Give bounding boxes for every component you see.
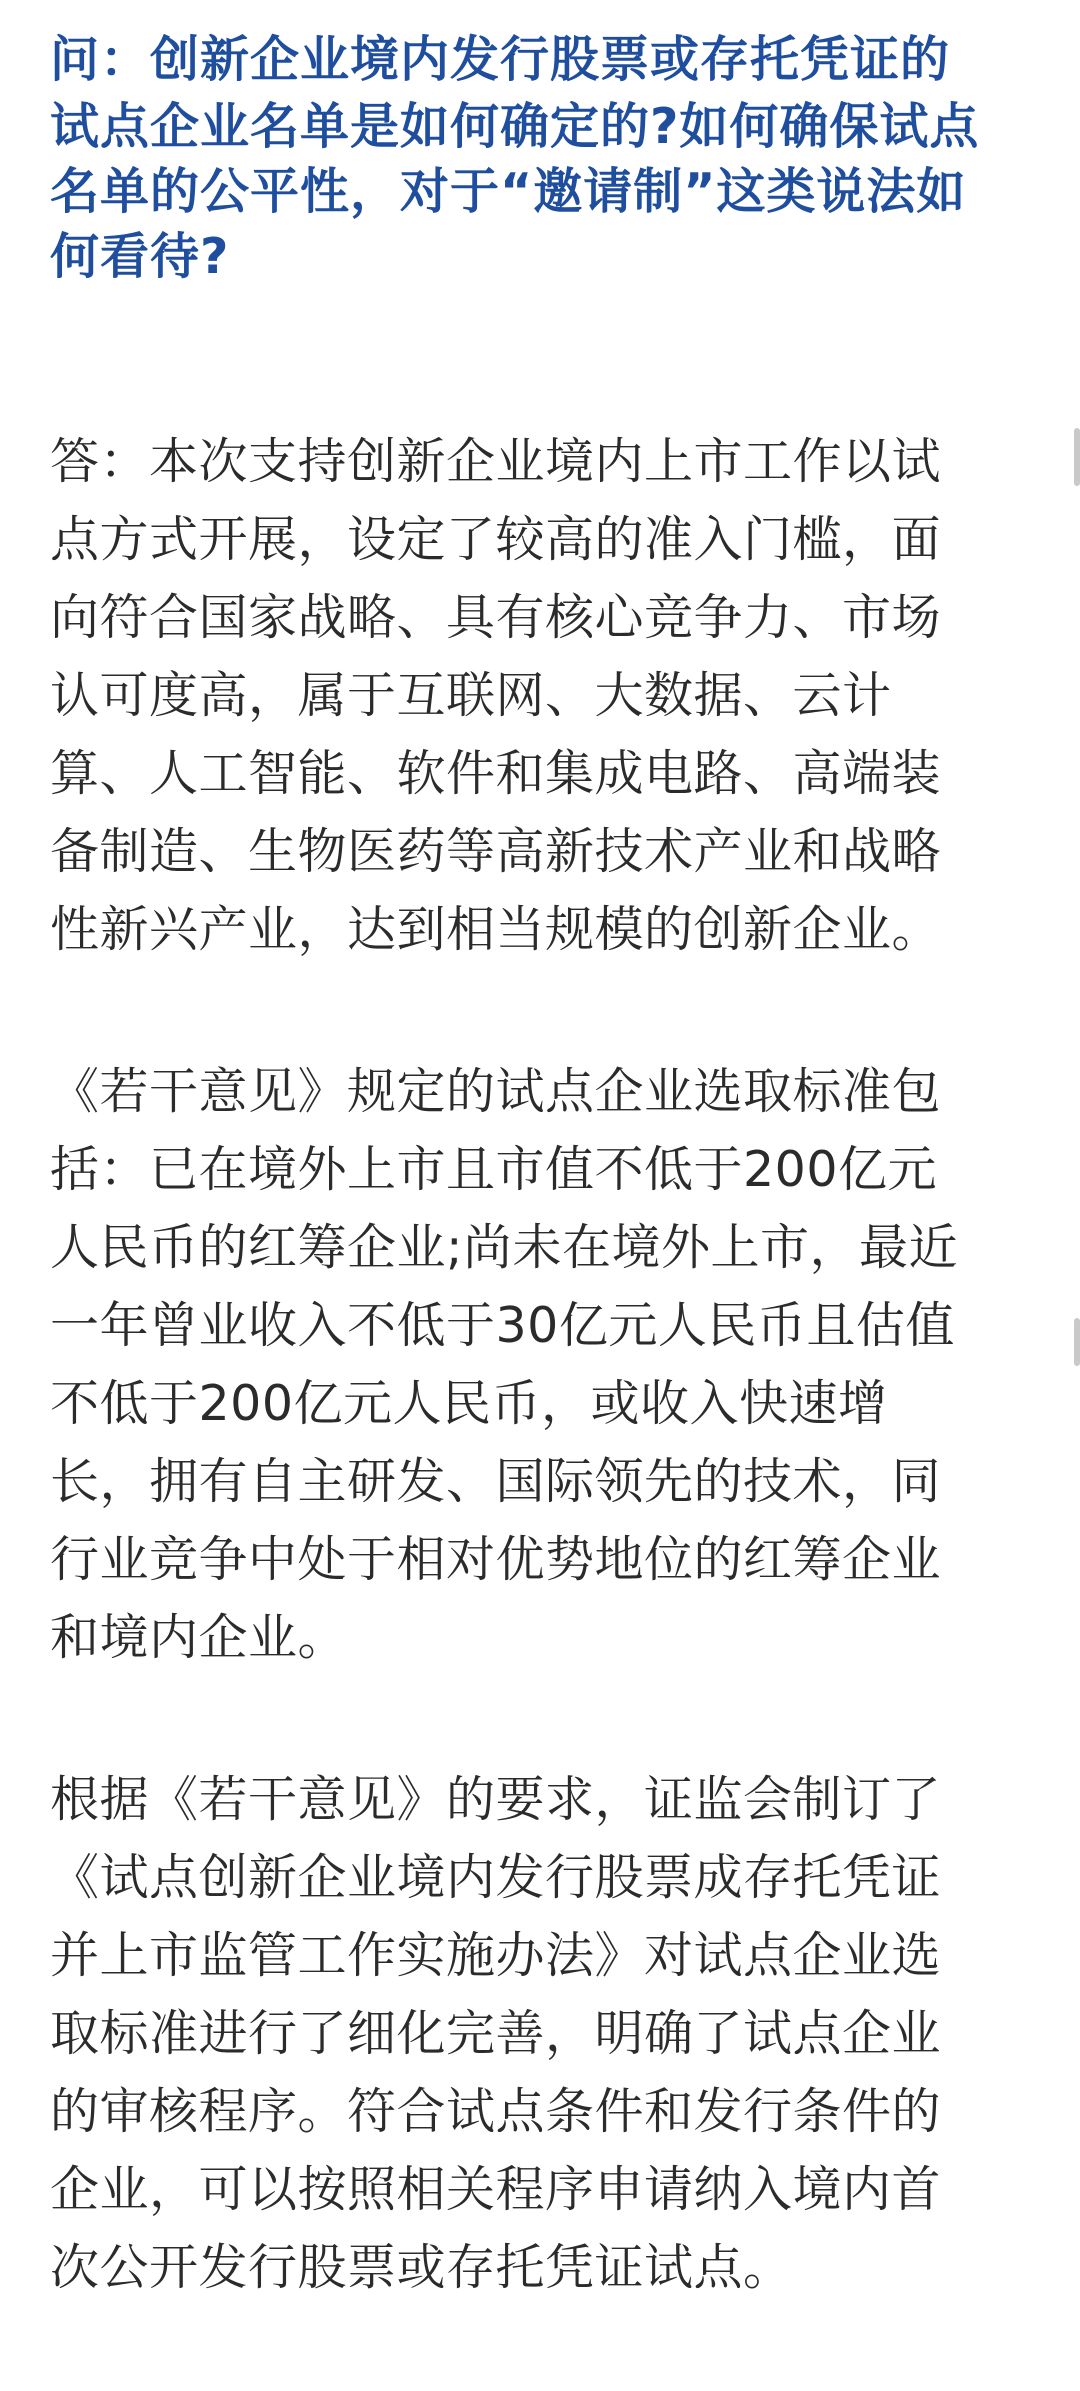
paragraph-line: 不低于200亿元人民币，或收入快速增 <box>50 1375 888 1432</box>
paragraph-line: 《试点创新企业境内发行股票成存托凭证 <box>50 1849 942 1906</box>
paragraph-line: 算、人工智能、软件和集成电路、高端装 <box>50 745 942 802</box>
paragraph-line: 人民币的红筹企业;尚未在境外上市，最近 <box>50 1219 959 1276</box>
question-line: 试点企业名单是如何确定的?如何确保试点 <box>50 98 980 155</box>
paragraph-line: 认可度高，属于互联网、大数据、云计 <box>50 667 892 724</box>
paragraph-line: 行业竞争中处于相对优势地位的红筹企业 <box>50 1531 942 1588</box>
paragraph-line: 企业，可以按照相关程序申请纳入境内首 <box>50 2161 942 2218</box>
paragraph-line: 括：已在境外上市且市值不低于200亿元 <box>50 1141 938 1198</box>
scrollbar-thumb[interactable] <box>1074 428 1080 486</box>
paragraph-line: 和境内企业。 <box>50 1609 348 1666</box>
paragraph-line: 长，拥有自主研发、国际领先的技术，同 <box>50 1453 942 1510</box>
paragraph-line: 性新兴产业，达到相当规模的创新企业。 <box>50 901 942 958</box>
paragraph-line: 《若干意见》规定的试点企业选取标准包 <box>50 1063 942 1120</box>
paragraph-line: 一年曾业收入不低于30亿元人民币且估值 <box>50 1297 955 1354</box>
paragraph-line: 向符合国家战略、具有核心竞争力、市场 <box>50 589 942 646</box>
paragraph-line: 并上市监管工作实施办法》对试点企业选 <box>50 1927 942 1984</box>
scrollbar-thumb[interactable] <box>1074 1318 1080 1366</box>
question-line: 名单的公平性，对于“邀请制”这类说法如 <box>50 163 967 220</box>
paragraph-line: 根据《若干意见》的要求，证监会制订了 <box>50 1771 942 1828</box>
question-line: 问：创新企业境内发行股票或存托凭证的 <box>50 31 951 88</box>
paragraph-line: 的审核程序。符合试点条件和发行条件的 <box>50 2083 942 2140</box>
paragraph-line: 答：本次支持创新企业境内上市工作以试 <box>50 433 942 490</box>
paragraph-line: 取标准进行了细化完善，明确了试点企业 <box>50 2005 942 2062</box>
paragraph-line: 次公开发行股票或存托凭证试点。 <box>50 2239 793 2296</box>
question-line: 何看待? <box>50 228 230 285</box>
paragraph-line: 点方式开展，设定了较高的准入门槛，面 <box>50 511 942 568</box>
paragraph-line: 备制造、生物医药等高新技术产业和战略 <box>50 823 942 880</box>
